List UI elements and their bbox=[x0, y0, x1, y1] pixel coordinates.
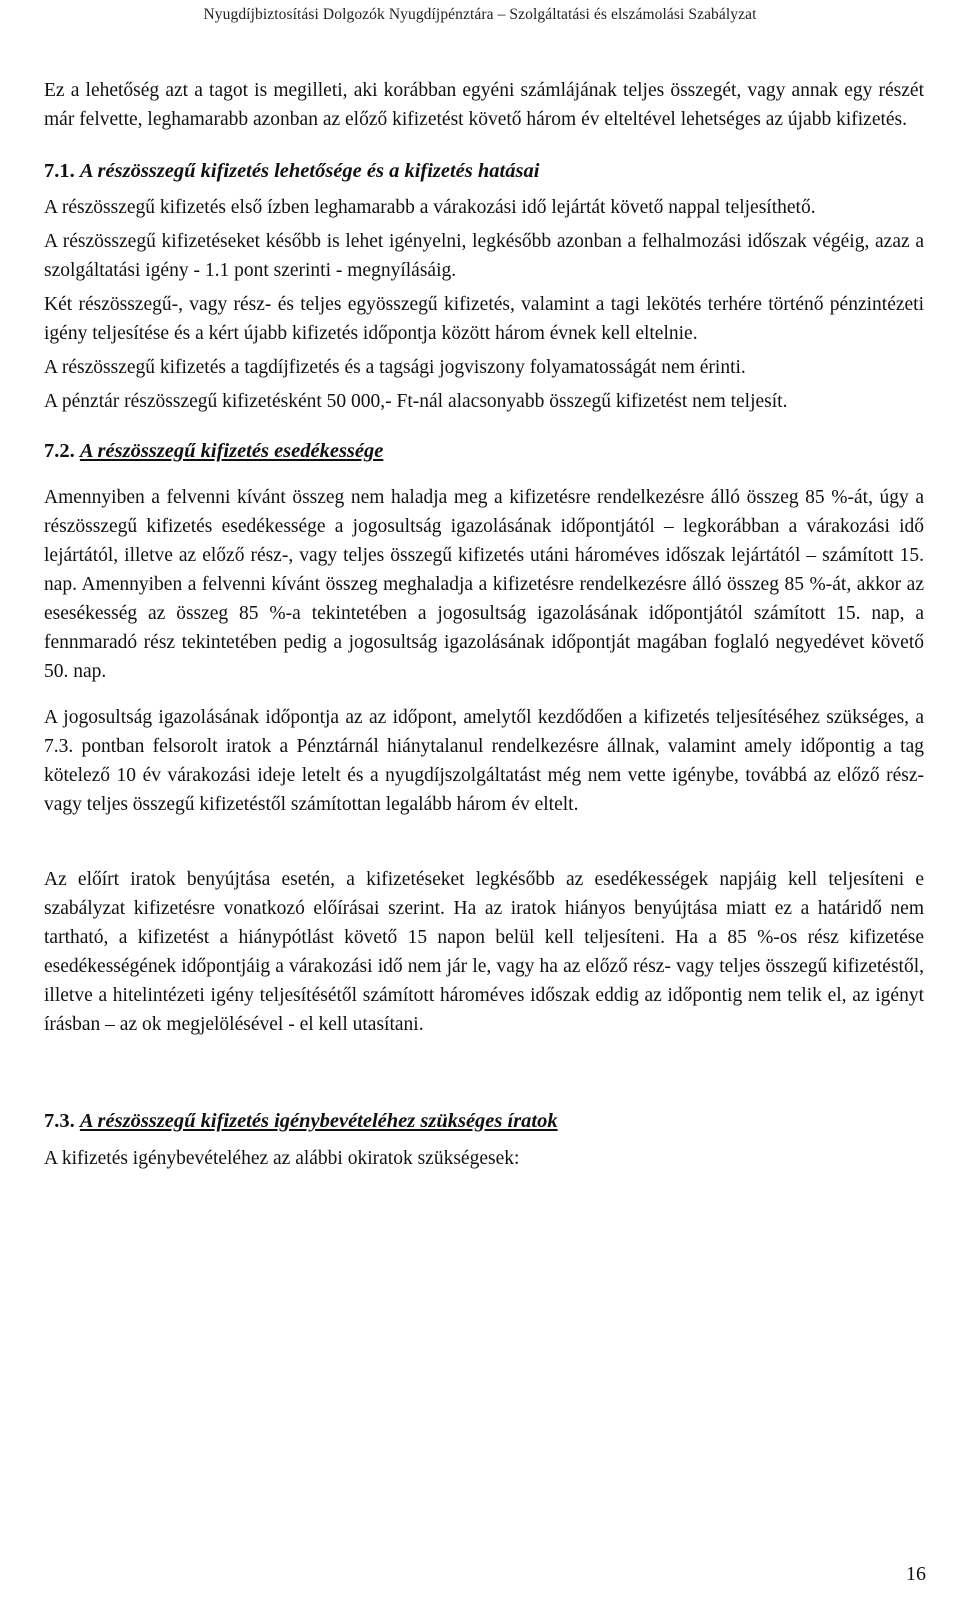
paragraph: A részösszegű kifizetés első ízben leghamarabb a várakozási idő lejártát követő nappal teljesíthető. bbox=[44, 197, 816, 218]
paragraph: Amennyiben a felvenni kívánt összeg nem haladja meg a kifizetésre rendelkezésre álló összeg 85 %-át, úgy a részösszegű kifizetés esedékessége a jogosultság igazolásának időpontjától – legkorábban a várakozási idő lejártától, illetve az előző rész-, vagy teljes összegű kifizetés utáni hároméves időszak lejártától – számított 15. nap. Amennyiben a felvenni kívánt összeg meghaladja a kifizetésre rendelkezésre álló összeg 85 %-át, akkor az esesékesség az összeg 85 %-a tekintetében a jogosultság igazolásának időpontjától számított 15. nap, a fennmaradó rész tekintetében pedig a jogosultság igazolásának időpontját magában foglaló negyedévet követő 50. nap. bbox=[44, 487, 924, 682]
running-header: Nyugdíjbiztosítási Dolgozók Nyugdíjpénztára – Szolgáltatási és elszámolási Szabályzat bbox=[203, 6, 757, 23]
section-heading-7-2 bbox=[44, 437, 924, 466]
paragraph: Két részösszegű-, vagy rész- és teljes egyösszegű kifizetés, valamint a tagi lekötés terhére történő pénzintézeti igény teljesítése és a kért újabb kifizetés időpontja között három évnek kell eltelnie. bbox=[44, 294, 924, 344]
section-number: 7.2. bbox=[44, 440, 75, 462]
section-title: A részösszegű kifizetés igénybevételéhez szükséges íratok bbox=[79, 1110, 558, 1132]
section-number: 7.3. bbox=[44, 1110, 75, 1132]
section-title: A részösszegű kifizetés lehetősége és a kifizetés hatásai bbox=[79, 160, 540, 182]
intro-paragraph: Ez a lehetőség azt a tagot is megilleti, aki korábban egyéni számlájának teljes összegét, vagy annak egy részét már felvette, leghamarabb azonban az előző kifizetést követő három év elteltével lehetséges az újabb kifizetés. bbox=[44, 80, 924, 130]
section-number: 7.1. bbox=[44, 160, 75, 182]
section-heading-7-1 bbox=[44, 157, 924, 186]
paragraph: A jogosultság igazolásának időpontja az az időpont, amelytől kezdődően a kifizetés teljesítéséhez szükséges, a 7.3. pontban felsorolt iratok a Pénztárnál hiánytalanul rendelkezésre állnak, valamint amely időpontig a tag kötelező 10 év várakozási ideje letelt és a nyugdíjszolgáltatást még nem vette igénybe, továbbá az előző rész- vagy teljes összegű kifizetéstől számítottan legalább három év eltelt. bbox=[44, 707, 924, 815]
section-heading-7-3 bbox=[44, 1107, 924, 1136]
paragraph: A pénztár részösszegű kifizetésként 50 000,- Ft-nál alacsonyabb összegű kifizetést nem teljesít. bbox=[44, 391, 788, 412]
section-title: A részösszegű kifizetés esedékessége bbox=[79, 440, 384, 462]
page-number: 16 bbox=[906, 1563, 926, 1585]
paragraph: A részösszegű kifizetés a tagdíjfizetés és a tagsági jogviszony folyamatosságát nem érinti. bbox=[44, 357, 746, 378]
paragraph: Az előírt iratok benyújtása esetén, a kifizetéseket legkésőbb az esedékességek napjáig kell teljesíteni e szabályzat kifizetésre vonatkozó előírásai szerint. Ha az iratok hiányos benyújtása miatt ez a határidő nem tartható, a kifizetést a hiánypótlást követő 15 napon belül kell teljesíteni. Ha a 85 %-os rész kifizetése esedékességének időpontjáig a várakozási idő nem jár le, vagy ha az előző rész- vagy teljes összegű kifizetéstől, illetve a hitelintézeti igény teljesítésétől számított hároméves időszak eddig az időpontig nem telik el, az igényt írásban – az ok megjelölésével - el kell utasítani. bbox=[44, 869, 924, 1035]
paragraph: A részösszegű kifizetéseket később is lehet igényelni, legkésőbb azonban a felhalmozási időszak végéig, azaz a szolgáltatási igény - 1.1 pont szerinti - megnyílásáig. bbox=[44, 231, 924, 281]
document-body bbox=[44, 76, 924, 1173]
paragraph: A kifizetés igénybevételéhez az alábbi okiratok szükségesek: bbox=[44, 1148, 520, 1169]
